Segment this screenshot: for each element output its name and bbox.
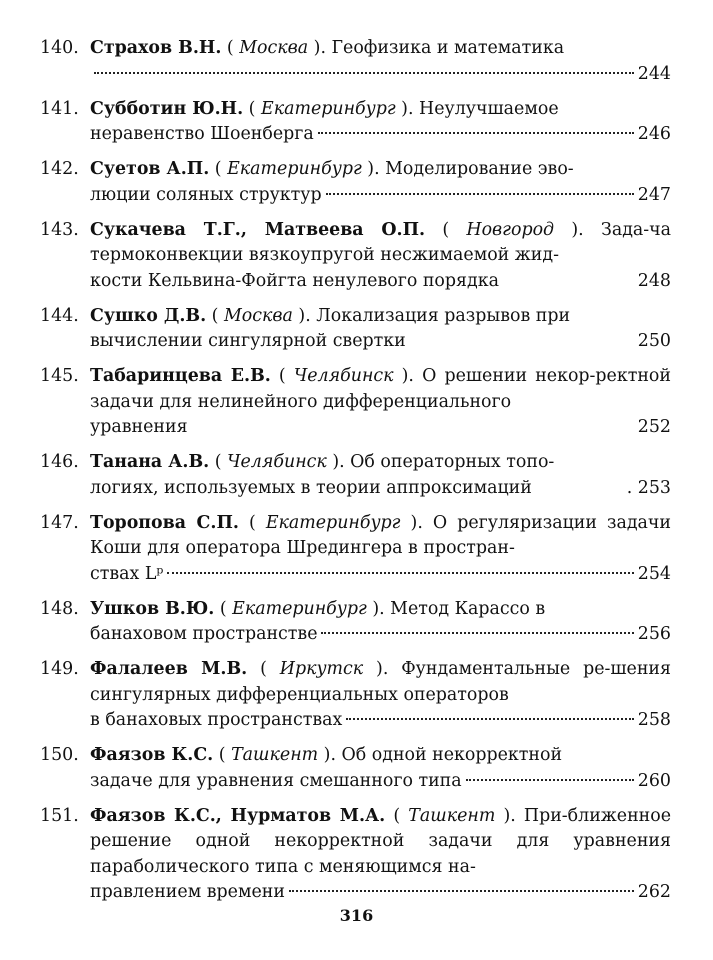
entry-number: 141. xyxy=(40,98,79,119)
entry-city: Екатеринбург xyxy=(261,98,396,119)
entry-body: Фаязов К.С. ( Ташкент ). Об одной некорректной xyxy=(90,745,563,765)
entry-number: 143. xyxy=(40,219,79,240)
entry-city: Челябинск xyxy=(227,452,327,472)
entry-city: Ташкент xyxy=(408,805,496,826)
entry-body: Субботин Ю.Н. ( Екатеринбург ). Неулучшаемое xyxy=(90,98,559,119)
entry-page: 260 xyxy=(637,770,671,791)
entry-body: Танана А.В. ( Челябинск ). Об операторных топо- xyxy=(90,452,555,472)
dot-leader xyxy=(346,718,633,720)
entry-number: 145. xyxy=(40,366,79,386)
entry-page: . 253 xyxy=(626,477,671,498)
contents-entry xyxy=(40,657,671,734)
contents-entry xyxy=(40,304,671,355)
entry-body: Сушко Д.В. ( Москва ). Локализация разрывов при xyxy=(90,305,571,326)
entry-page: 250 xyxy=(637,331,671,351)
entry-title-tail: люции соляных структур xyxy=(90,184,322,205)
entry-number: 147. xyxy=(40,512,79,533)
entry-number: 150. xyxy=(40,745,79,765)
entry-city: Москва xyxy=(224,305,293,326)
entry-authors: Табаринцева Е.В. xyxy=(90,366,271,386)
entry-body: Страхов В.Н. ( Москва ). Геофизика и математика xyxy=(90,38,565,58)
entry-title: О регуляризации задачи Коши для оператора Шредингера в простран- xyxy=(90,512,672,558)
entry-title: Об одной некорректной xyxy=(341,745,563,765)
dot-leader xyxy=(289,890,634,892)
entry-body: Сукачева Т.Г., Матвеева О.П. ( Новгород ). Зада-ча термоконвекции вязкоупругой несжимаемой жид- xyxy=(90,219,672,265)
entry-number: 140. xyxy=(40,38,79,58)
entry-last-line xyxy=(90,122,671,148)
entry-city: Новгород xyxy=(466,219,555,240)
entry-authors: Танана А.В. xyxy=(90,452,210,472)
entry-page: 262 xyxy=(637,882,671,902)
entry-title-tail: вычислении сингулярной свертки xyxy=(90,331,406,351)
entry-title-tail: неравенство Шоенберга xyxy=(90,124,314,144)
entry-authors: Субботин Ю.Н. xyxy=(90,98,244,119)
entry-last-line xyxy=(90,622,671,648)
entry-authors: Суетов А.П. xyxy=(90,159,210,179)
entry-number: 144. xyxy=(40,305,79,326)
entry-authors: Фаязов К.С., Нурматов М.А. xyxy=(90,805,386,826)
entry-title: Локализация разрывов при xyxy=(316,305,571,326)
entry-title-tail: кости Кельвина-Фойгта ненулевого порядка xyxy=(90,270,499,291)
entry-last-line xyxy=(90,415,671,441)
entry-authors: Страхов В.Н. xyxy=(90,38,222,58)
entry-body: Табаринцева Е.В. ( Челябинск ). О решении некор-ректной задачи для нелинейного дифференциального xyxy=(90,366,671,412)
entry-title-tail: банаховом пространстве xyxy=(90,624,318,644)
entry-last-line xyxy=(90,562,671,588)
entry-page: 252 xyxy=(637,417,671,437)
entry-authors: Фалалеев М.В. xyxy=(90,659,248,679)
entry-page: 248 xyxy=(637,270,671,291)
entry-body: Суетов А.П. ( Екатеринбург ). Моделирование эво- xyxy=(90,159,574,179)
entry-city: Челябинск xyxy=(293,366,394,386)
contents-entry xyxy=(40,743,671,794)
dot-leader xyxy=(94,72,634,74)
entry-authors: Сукачева Т.Г., Матвеева О.П. xyxy=(90,219,426,240)
entry-title-tail: уравнения xyxy=(90,417,188,437)
entry-city: Екатеринбург xyxy=(232,598,367,619)
contents-list xyxy=(40,36,671,906)
entry-page: 254 xyxy=(637,563,671,584)
entry-number: 149. xyxy=(40,659,79,679)
entry-number: 146. xyxy=(40,452,79,472)
entry-title-tail: задаче для уравнения смешанного типа xyxy=(90,770,462,791)
entry-authors: Сушко Д.В. xyxy=(90,305,207,326)
entry-title: Фундаментальные ре-шения сингулярных дифференциальных операторов xyxy=(90,659,671,705)
contents-entry xyxy=(40,450,671,501)
entry-page: 256 xyxy=(637,624,671,644)
entry-city: Иркутск xyxy=(279,659,364,679)
entry-authors: Ушков В.Ю. xyxy=(90,598,215,619)
entry-title: Моделирование эво- xyxy=(385,159,574,179)
contents-entry xyxy=(40,97,671,148)
entry-city: Ташкент xyxy=(231,745,319,765)
entry-last-line xyxy=(90,329,671,355)
entry-page: 244 xyxy=(637,63,671,84)
dot-leader xyxy=(321,632,633,634)
entry-title-tail: в банаховых пространствах xyxy=(90,710,343,730)
entry-last-line xyxy=(90,476,671,502)
entry-title: О решении некор-ректной задачи для нелинейного дифференциального xyxy=(90,366,671,412)
entry-page: 246 xyxy=(637,124,671,144)
entry-last-line xyxy=(90,708,671,734)
entry-title: Об операторных топо- xyxy=(350,452,555,472)
dot-leader xyxy=(466,779,634,781)
entry-title: Зада-ча термоконвекции вязкоупругой несжимаемой жид- xyxy=(90,219,672,265)
contents-entry xyxy=(40,157,671,208)
entry-title-tail: правлением времени xyxy=(90,882,285,902)
entry-page: 258 xyxy=(637,710,671,730)
contents-entry xyxy=(40,36,671,87)
entry-last-line xyxy=(90,183,671,209)
entry-title: Неулучшаемое xyxy=(419,98,559,119)
entry-authors: Фаязов К.С. xyxy=(90,745,214,765)
dot-leader xyxy=(167,572,633,574)
entry-number: 142. xyxy=(40,159,79,179)
contents-entry xyxy=(40,804,671,906)
contents-entry xyxy=(40,218,671,295)
entry-last-line xyxy=(90,880,671,906)
entry-body: Торопова С.П. ( Екатеринбург ). О регуляризации задачи Коши для оператора Шредингера в простран- xyxy=(90,512,672,558)
entry-body: Фалалеев М.В. ( Иркутск ). Фундаментальные ре-шения сингулярных дифференциальных операторов xyxy=(90,659,671,705)
entry-city: Екатеринбург xyxy=(265,512,401,533)
entry-last-line xyxy=(90,62,671,88)
entry-last-line xyxy=(90,769,671,795)
entry-body: Ушков В.Ю. ( Екатеринбург ). Метод Карассо в xyxy=(90,598,546,619)
entry-title-tail: ствах Lᵖ xyxy=(90,563,164,584)
contents-entry xyxy=(40,364,671,441)
entry-last-line xyxy=(90,269,671,295)
entry-body: Фаязов К.С., Нурматов М.А. ( Ташкент ). При-ближенное решение одной некорректной задачи для уравнения параболического типа с меняющимся на- xyxy=(90,805,672,877)
entry-city: Екатеринбург xyxy=(227,159,362,179)
dot-leader xyxy=(318,132,634,134)
entry-number: 151. xyxy=(40,805,79,826)
contents-entry xyxy=(40,597,671,648)
dot-leader xyxy=(326,193,634,195)
page-number: 316 xyxy=(339,906,374,925)
entry-title: Геофизика и математика xyxy=(331,38,565,58)
entry-title: Метод Карассо в xyxy=(390,598,546,619)
contents-entry xyxy=(40,511,671,588)
entry-title-tail: логиях, используемых в теории аппроксимаций xyxy=(90,477,532,498)
entry-city: Москва xyxy=(239,38,309,58)
entry-page: 247 xyxy=(637,184,671,205)
entry-number: 148. xyxy=(40,598,79,619)
entry-title: При-ближенное решение одной некорректной задачи для уравнения параболического типа с меняющимся на- xyxy=(90,805,672,877)
entry-authors: Торопова С.П. xyxy=(90,512,239,533)
